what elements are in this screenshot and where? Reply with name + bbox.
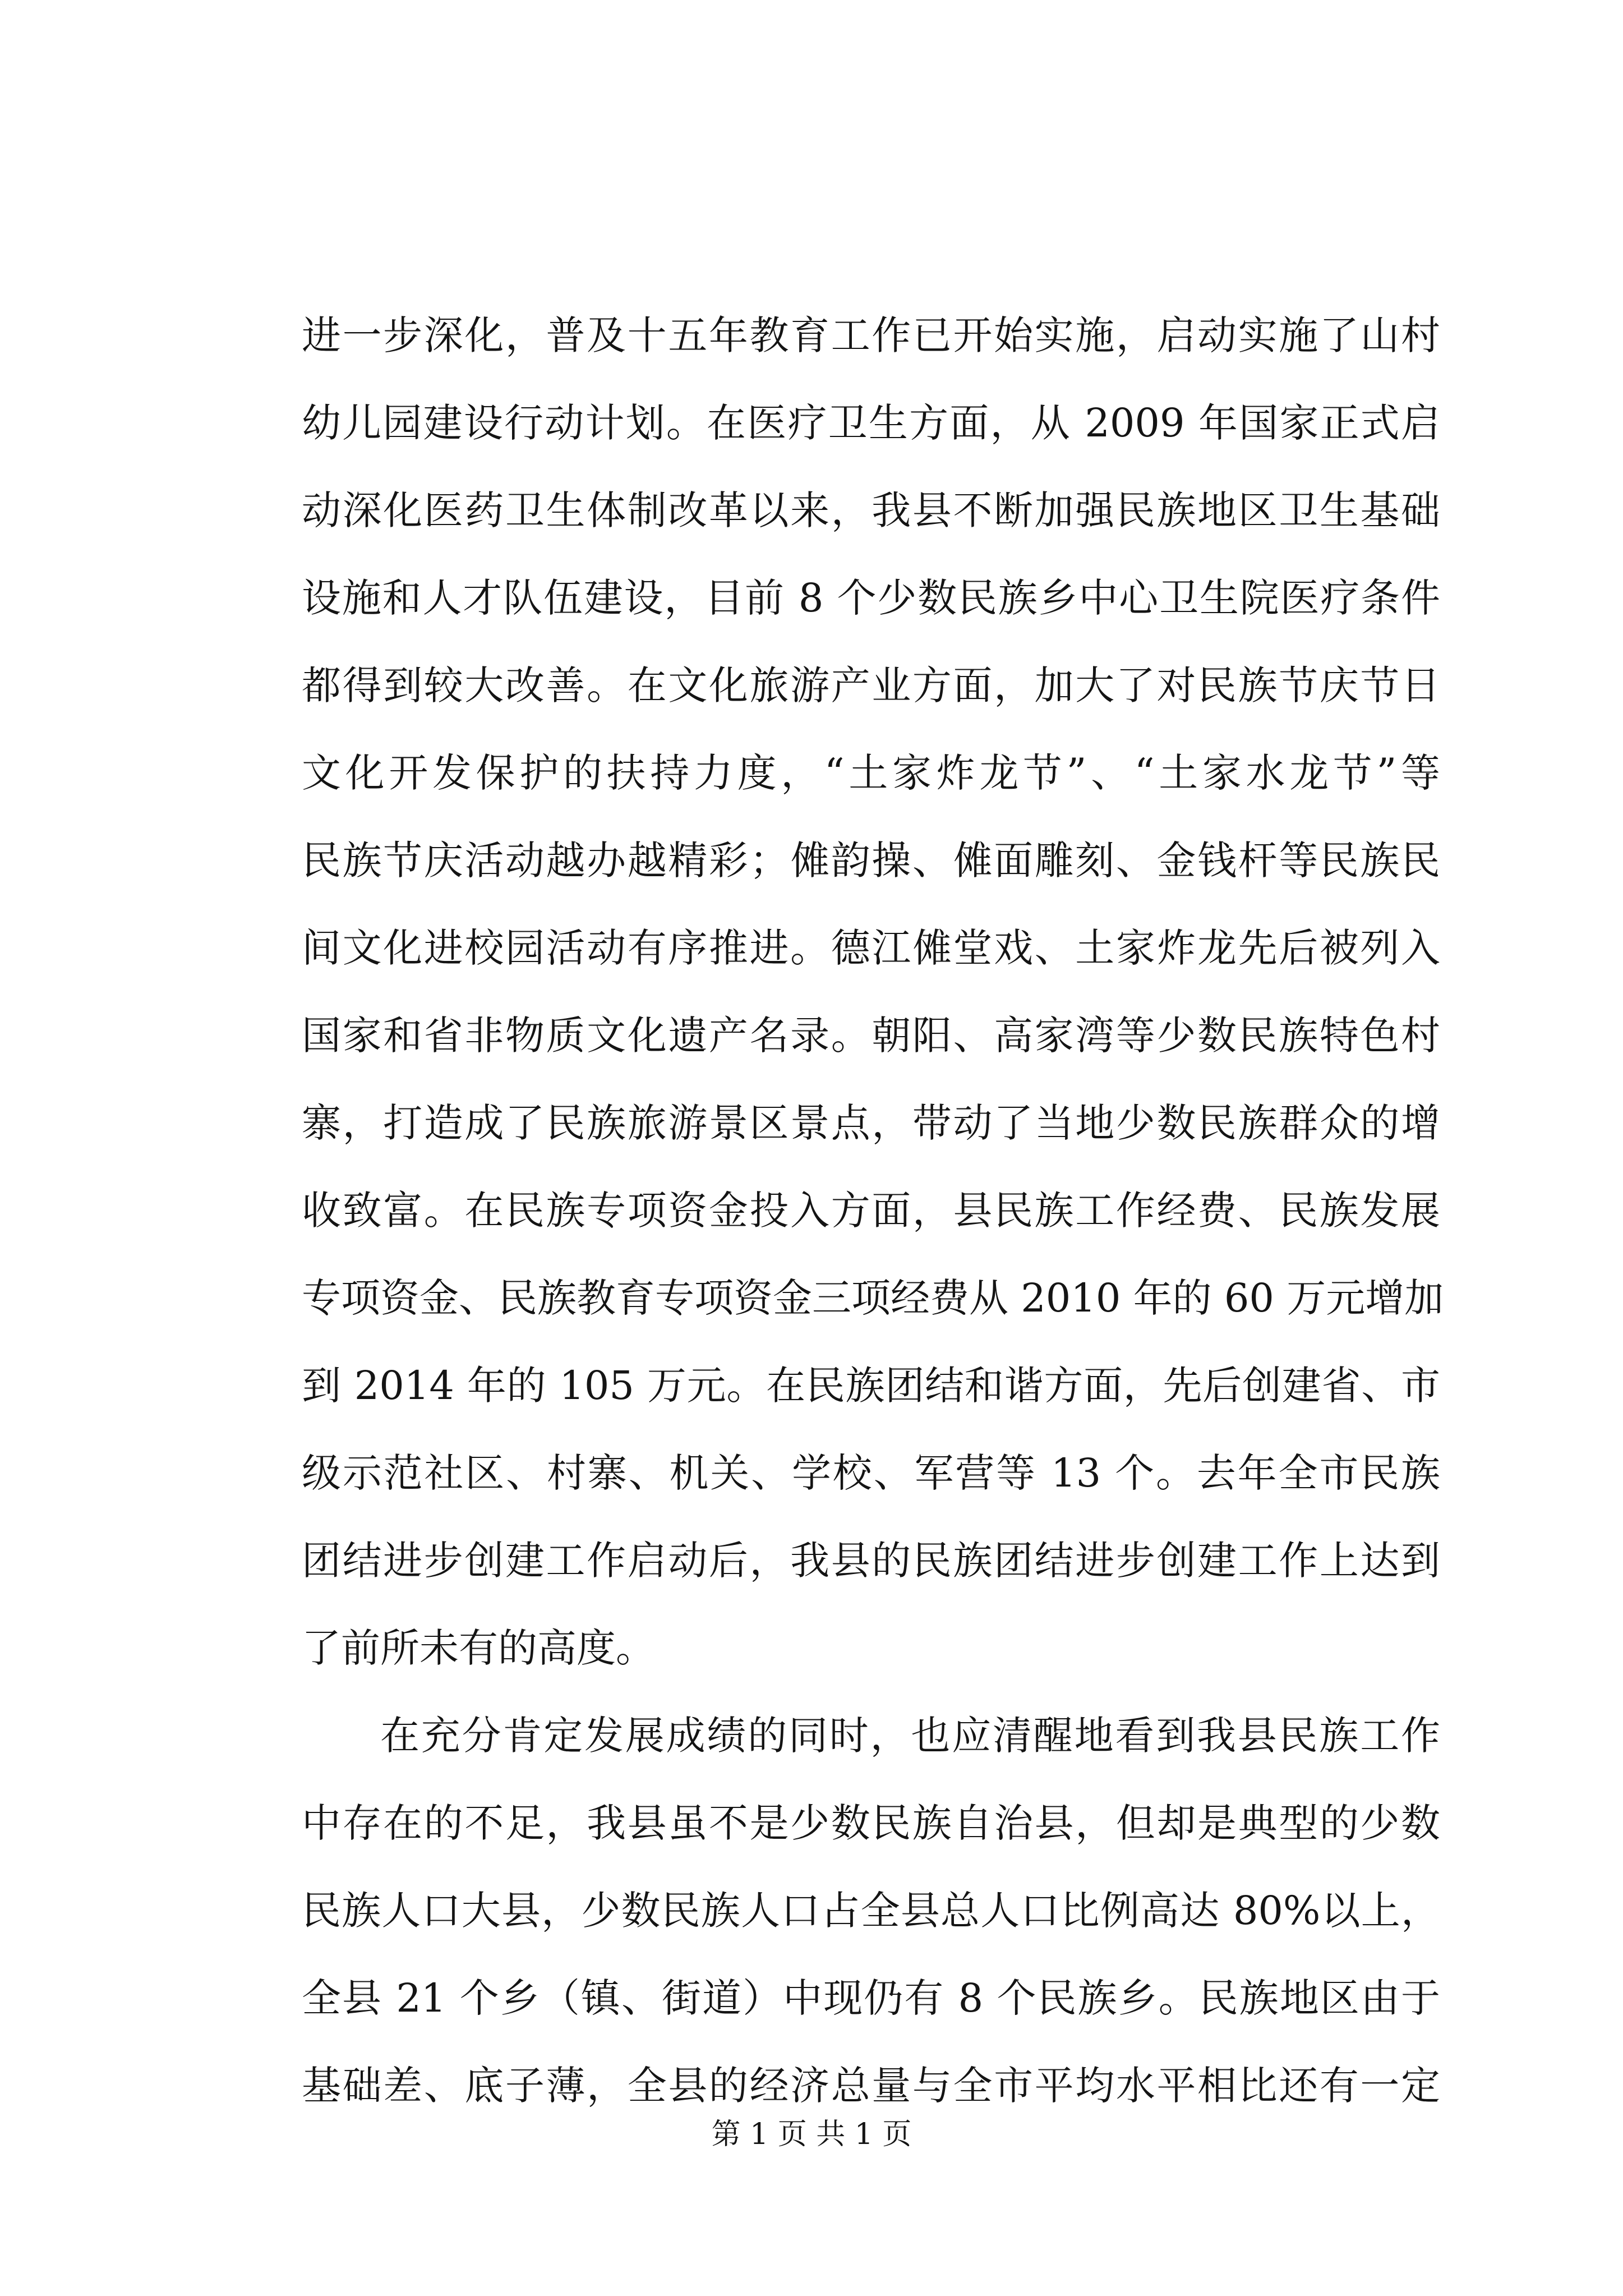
text-line: 全县 21 个乡（镇、街道）中现仍有 8 个民族乡。民族地区由于 — [302, 1975, 1440, 2021]
text-line: 民族节庆活动越办越精彩；傩韵操、傩面雕刻、金钱杆等民族民 — [302, 838, 1440, 884]
text-line: 基础差、底子薄，全县的经济总量与全市平均水平相比还有一定 — [302, 2063, 1440, 2109]
body-text — [302, 292, 1444, 2129]
text-line: 中存在的不足，我县虽不是少数民族自治县，但却是典型的少数 — [302, 1800, 1440, 1846]
page-number-label: 第 1 页 共 1 页 — [711, 2118, 912, 2151]
text-line: 设施和人才队伍建设，目前 8 个少数民族乡中心卫生院医疗条件 — [302, 575, 1440, 621]
text-line: 团结进步创建工作启动后，我县的民族团结进步创建工作上达到 — [302, 1538, 1440, 1584]
text-line: 专项资金、民族教育专项资金三项经费从 2010 年的 60 万元增加 — [302, 1275, 1444, 1321]
text-line: 级示范社区、村寨、机关、学校、军营等 13 个。去年全市民族 — [302, 1450, 1440, 1496]
paragraph-1 — [302, 292, 1444, 1692]
text-line: 民族人口大县，少数民族人口占全县总人口比例高达 80%以上， — [302, 1888, 1440, 1934]
text-line: 都得到较大改善。在文化旅游产业方面，加大了对民族节庆节日 — [302, 662, 1440, 708]
text-line: 收致富。在民族专项资金投入方面，县民族工作经费、民族发展 — [302, 1188, 1440, 1234]
text-line: 寨，打造成了民族旅游景区景点，带动了当地少数民族群众的增 — [302, 1100, 1440, 1146]
text-line: 间文化进校园活动有序推进。德江傩堂戏、土家炸龙先后被列入 — [302, 925, 1440, 971]
paragraph-2 — [302, 1692, 1440, 2129]
text-line: 在充分肯定发展成绩的同时，也应清醒地看到我县民族工作 — [380, 1713, 1440, 1759]
text-line: 幼儿园建设行动计划。在医疗卫生方面，从 2009 年国家正式启 — [302, 400, 1440, 446]
page-footer — [0, 2115, 1623, 2154]
text-line: 进一步深化，普及十五年教育工作已开始实施，启动实施了山村 — [302, 312, 1440, 358]
text-line: 到 2014 年的 105 万元。在民族团结和谐方面，先后创建省、市 — [302, 1363, 1440, 1409]
text-line: 国家和省非物质文化遗产名录。朝阳、高家湾等少数民族特色村 — [302, 1013, 1440, 1059]
text-line: 文化开发保护的扶持力度，“土家炸龙节”、“土家水龙节”等 — [302, 750, 1440, 796]
text-line: 了前所未有的高度。 — [302, 1625, 655, 1671]
text-line: 动深化医药卫生体制改革以来，我县不断加强民族地区卫生基础 — [302, 487, 1440, 533]
